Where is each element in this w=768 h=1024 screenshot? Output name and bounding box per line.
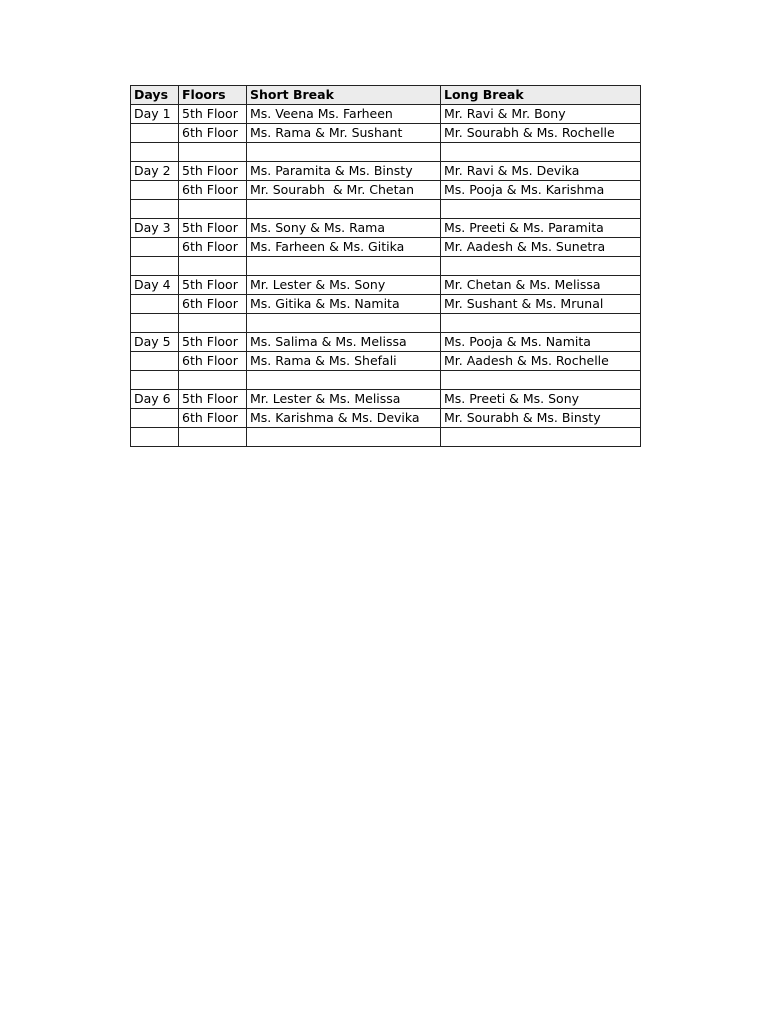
table-row	[131, 295, 641, 314]
header-floors: Floors	[179, 86, 247, 105]
cell-long-break: Ms. Preeti & Ms. Sony	[441, 390, 641, 409]
cell-floor	[179, 200, 247, 219]
cell-short-break	[247, 257, 441, 276]
cell-short-break	[247, 200, 441, 219]
cell-long-break	[441, 143, 641, 162]
cell-short-break: Ms. Sony & Ms. Rama	[247, 219, 441, 238]
table-header	[131, 86, 641, 105]
cell-floor: 6th Floor	[179, 295, 247, 314]
table-body	[131, 105, 641, 447]
cell-long-break: Ms. Preeti & Ms. Paramita	[441, 219, 641, 238]
cell-short-break	[247, 428, 441, 447]
cell-day	[131, 409, 179, 428]
cell-short-break	[247, 143, 441, 162]
cell-long-break: Mr. Aadesh & Ms. Sunetra	[441, 238, 641, 257]
cell-long-break: Mr. Sourabh & Ms. Binsty	[441, 409, 641, 428]
table-row	[131, 314, 641, 333]
header-row	[131, 86, 641, 105]
table-row	[131, 105, 641, 124]
table-row	[131, 124, 641, 143]
cell-day	[131, 143, 179, 162]
cell-short-break: Ms. Karishma & Ms. Devika	[247, 409, 441, 428]
table-row	[131, 276, 641, 295]
table-row	[131, 143, 641, 162]
cell-floor: 6th Floor	[179, 124, 247, 143]
table-row	[131, 238, 641, 257]
break-schedule-table	[130, 85, 641, 447]
table-row	[131, 257, 641, 276]
cell-day	[131, 200, 179, 219]
cell-long-break	[441, 314, 641, 333]
cell-long-break	[441, 200, 641, 219]
table-row	[131, 162, 641, 181]
schedule-sheet	[130, 85, 640, 447]
cell-day	[131, 238, 179, 257]
cell-day: Day 2	[131, 162, 179, 181]
table-row	[131, 219, 641, 238]
cell-day	[131, 124, 179, 143]
cell-floor	[179, 371, 247, 390]
table-row	[131, 181, 641, 200]
cell-floor: 5th Floor	[179, 333, 247, 352]
cell-floor	[179, 257, 247, 276]
cell-day: Day 4	[131, 276, 179, 295]
cell-short-break: Ms. Paramita & Ms. Binsty	[247, 162, 441, 181]
cell-long-break: Mr. Ravi & Ms. Devika	[441, 162, 641, 181]
cell-day	[131, 295, 179, 314]
cell-floor	[179, 314, 247, 333]
cell-long-break	[441, 257, 641, 276]
cell-short-break: Ms. Rama & Mr. Sushant	[247, 124, 441, 143]
cell-day	[131, 181, 179, 200]
cell-floor: 6th Floor	[179, 238, 247, 257]
header-short-break: Short Break	[247, 86, 441, 105]
table-row	[131, 428, 641, 447]
cell-short-break: Mr. Lester & Ms. Melissa	[247, 390, 441, 409]
table-row	[131, 409, 641, 428]
cell-floor	[179, 428, 247, 447]
cell-floor	[179, 143, 247, 162]
cell-floor: 5th Floor	[179, 105, 247, 124]
cell-floor: 6th Floor	[179, 352, 247, 371]
cell-floor: 6th Floor	[179, 409, 247, 428]
cell-day	[131, 257, 179, 276]
cell-floor: 5th Floor	[179, 219, 247, 238]
cell-day: Day 5	[131, 333, 179, 352]
header-long-break: Long Break	[441, 86, 641, 105]
cell-long-break	[441, 428, 641, 447]
cell-day	[131, 371, 179, 390]
table-row	[131, 352, 641, 371]
table-row	[131, 390, 641, 409]
cell-day: Day 6	[131, 390, 179, 409]
cell-short-break: Ms. Veena Ms. Farheen	[247, 105, 441, 124]
cell-floor: 5th Floor	[179, 390, 247, 409]
cell-long-break: Mr. Sushant & Ms. Mrunal	[441, 295, 641, 314]
cell-floor: 5th Floor	[179, 276, 247, 295]
cell-day	[131, 314, 179, 333]
cell-long-break: Ms. Pooja & Ms. Namita	[441, 333, 641, 352]
cell-short-break: Mr. Sourabh & Mr. Chetan	[247, 181, 441, 200]
cell-long-break: Mr. Sourabh & Ms. Rochelle	[441, 124, 641, 143]
cell-short-break: Ms. Gitika & Ms. Namita	[247, 295, 441, 314]
cell-floor: 6th Floor	[179, 181, 247, 200]
header-days: Days	[131, 86, 179, 105]
cell-short-break: Ms. Salima & Ms. Melissa	[247, 333, 441, 352]
cell-short-break	[247, 371, 441, 390]
cell-day	[131, 352, 179, 371]
cell-long-break	[441, 371, 641, 390]
table-row	[131, 200, 641, 219]
cell-short-break: Ms. Rama & Ms. Shefali	[247, 352, 441, 371]
cell-short-break: Ms. Farheen & Ms. Gitika	[247, 238, 441, 257]
table-row	[131, 333, 641, 352]
cell-day: Day 3	[131, 219, 179, 238]
table-row	[131, 371, 641, 390]
cell-short-break	[247, 314, 441, 333]
cell-day: Day 1	[131, 105, 179, 124]
cell-long-break: Mr. Chetan & Ms. Melissa	[441, 276, 641, 295]
cell-long-break: Mr. Ravi & Mr. Bony	[441, 105, 641, 124]
cell-day	[131, 428, 179, 447]
cell-long-break: Mr. Aadesh & Ms. Rochelle	[441, 352, 641, 371]
cell-short-break: Mr. Lester & Ms. Sony	[247, 276, 441, 295]
cell-long-break: Ms. Pooja & Ms. Karishma	[441, 181, 641, 200]
cell-floor: 5th Floor	[179, 162, 247, 181]
